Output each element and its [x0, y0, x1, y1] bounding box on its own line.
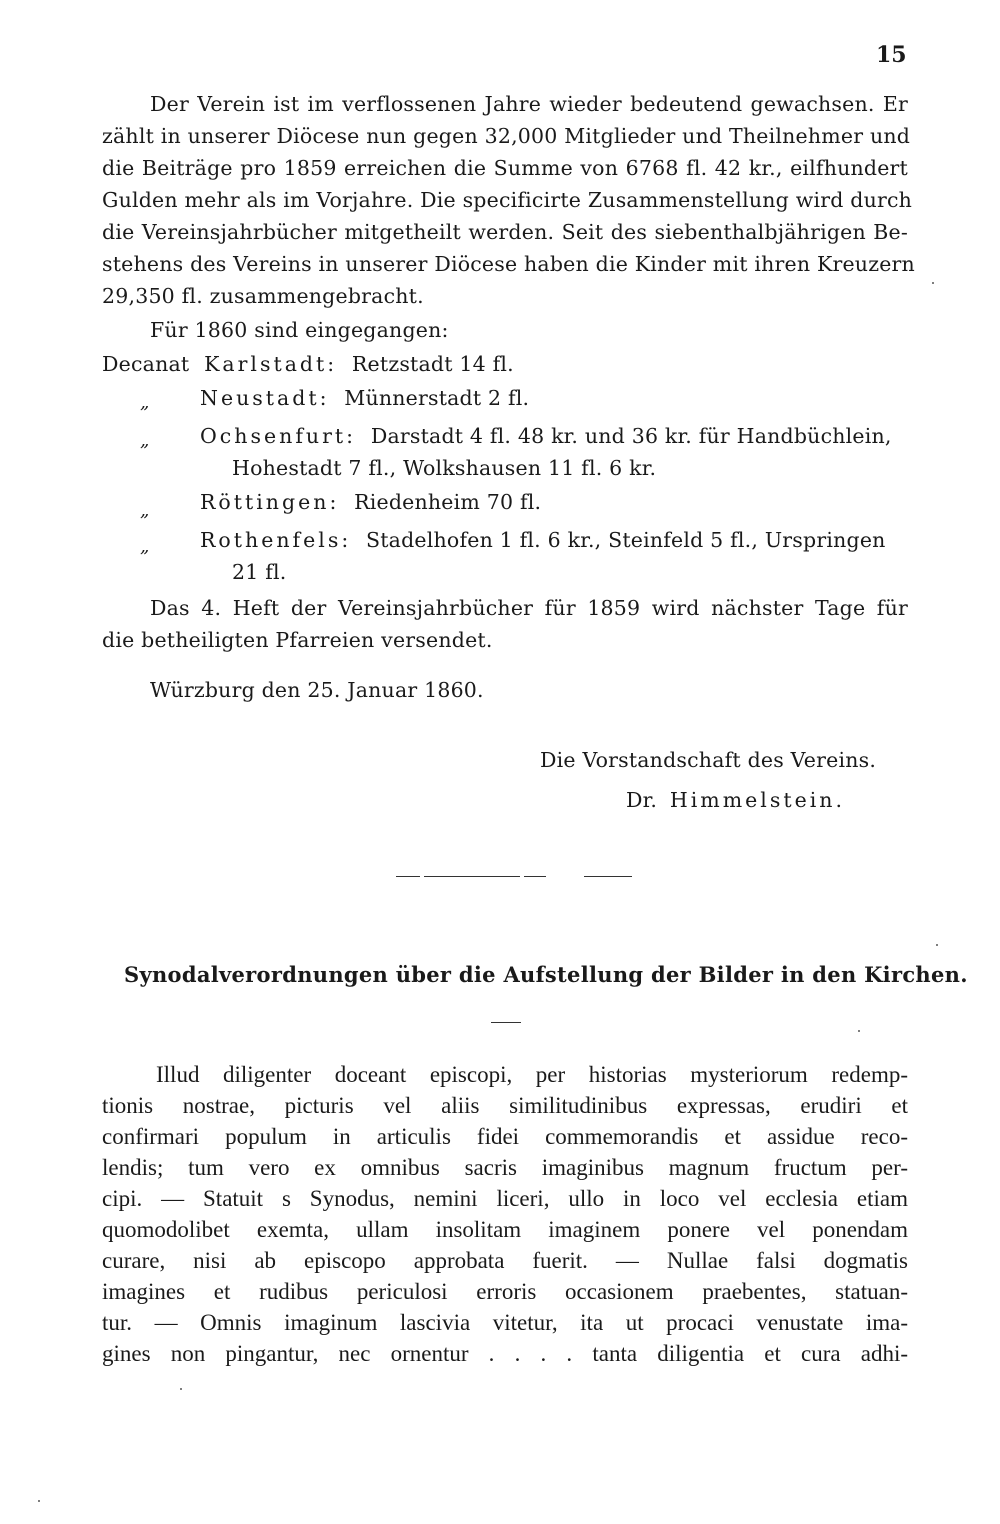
latin-line: lendis; tum vero ex omnibus sacris imaginibus magnum fructum per- [102, 1155, 908, 1180]
scan-speck [38, 1500, 40, 1502]
scan-speck [180, 1388, 182, 1390]
report-line: die Vereinsjahrbücher mitgetheilt werden. Seit des siebenthalbjährigen Be- [102, 220, 908, 244]
deanery-items: Riedenheim 70 fl. [354, 490, 542, 514]
deanery-items-continued: 21 fl. [232, 560, 287, 584]
ditto-mark: „ [140, 430, 150, 451]
deanery-row [102, 352, 514, 376]
deanery-items: Münnerstadt 2 fl. [344, 386, 530, 410]
latin-line: quomodolibet exemta, ullam insolitam imaginem ponere vel ponendam [102, 1217, 908, 1242]
scan-speck [932, 282, 934, 284]
latin-line: curare, nisi ab episcopo approbata fuerit. — Nullae falsi dogmatis [102, 1248, 908, 1273]
report-line: zählt in unserer Diöcese nun gegen 32,000 Mitglieder und Theilnehmer und [102, 124, 911, 148]
latin-line: confirmari populum in articulis fidei commemorandis et assidue reco- [102, 1124, 908, 1149]
section-divider [396, 876, 632, 888]
deanery-items: Stadelhofen 1 fl. 6 kr., Steinfeld 5 fl., Urspringen [365, 528, 886, 552]
title-rule [491, 1022, 521, 1023]
ditto-mark: „ [140, 392, 150, 413]
latin-line: cipi. — Statuit s Synodus, nemini liceri, ullo in loco vel ecclesia etiam [102, 1186, 908, 1211]
latin-line: Illud diligenter doceant episcopi, per historias mysteriorum redemp- [156, 1062, 908, 1087]
signature-title: Dr. [626, 788, 658, 812]
deanery-items: Darstadt 4 fl. 48 kr. und 36 kr. für Handbüchlein, [370, 424, 892, 448]
deanery-items-continued: Hohestadt 7 fl., Wolkshausen 11 fl. 6 kr. [232, 456, 657, 480]
deanery-name: Rothenfels: [200, 528, 352, 552]
date-line: Würzburg den 25. Januar 1860. [150, 678, 484, 702]
report-line: Gulden mehr als im Vorjahre. Die specificirte Zusammenstellung wird durch [102, 188, 913, 212]
latin-line: tionis nostrae, picturis vel aliis similitudinibus expressas, erudiri et [102, 1093, 908, 1118]
report-line: Der Verein ist im verflossenen Jahre wieder bedeutend gewachsen. Er [150, 92, 908, 116]
signature-name: Himmelstein. [669, 788, 845, 812]
deanery-row [200, 424, 908, 448]
deanery-name: Röttingen: [200, 490, 340, 514]
deanery-row [200, 386, 529, 410]
report-line: 29,350 fl. zusammengebracht. [102, 284, 424, 308]
report-line: die Beiträge pro 1859 erreichen die Summe von 6768 fl. 42 kr., eilfhundert [102, 156, 908, 180]
latin-line: imagines et rudibus periculosi erroris occasionem praebentes, statuan- [102, 1279, 908, 1304]
ditto-mark: „ [140, 500, 150, 521]
notice-line: die betheiligten Pfarreien versendet. [102, 628, 493, 652]
section-title: Synodalverordnungen über die Aufstellung der Bilder in den Kirchen. [124, 962, 968, 987]
decanat-label: Decanat [102, 352, 190, 376]
deanery-row [200, 490, 541, 514]
page-number: 15 [876, 42, 907, 68]
ditto-mark: „ [140, 536, 150, 557]
scan-speck [936, 944, 938, 946]
latin-line: tur. — Omnis imaginum lascivia vitetur, ita ut procaci venustate ima- [102, 1310, 908, 1335]
deanery-items: Retzstadt 14 fl. [351, 352, 514, 376]
scan-speck [858, 1030, 860, 1032]
receipts-intro: Für 1860 sind eingegangen: [150, 318, 449, 342]
deanery-name: Ochsenfurt: [200, 424, 357, 448]
signature-name-line [626, 788, 845, 812]
latin-line: gines non pingantur, nec ornentur . . . . tanta diligentia et cura adhi- [102, 1341, 908, 1366]
deanery-row [200, 528, 908, 552]
signature-board: Die Vorstandschaft des Vereins. [540, 748, 877, 772]
report-line: stehens des Vereins in unserer Diöcese haben die Kinder mit ihren Kreuzern [102, 252, 915, 276]
deanery-name: Karlstadt: [204, 352, 338, 376]
notice-line: Das 4. Heft der Vereinsjahrbücher für 1859 wird nächster Tage für [150, 596, 908, 620]
deanery-name: Neustadt: [200, 386, 330, 410]
